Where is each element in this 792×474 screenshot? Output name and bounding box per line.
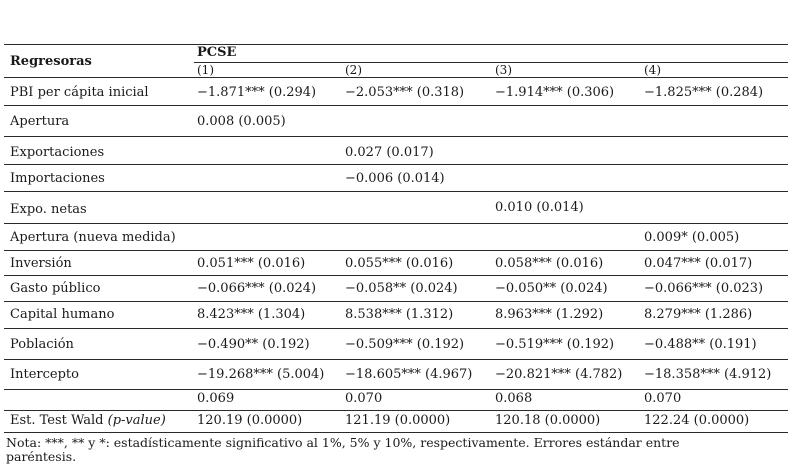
row-value: −19.268*** (5.004): [197, 367, 325, 382]
table-row: [4, 106, 788, 137]
row-value: −0.509*** (0.192): [345, 337, 465, 352]
row-value: 120.19 (0.0000): [197, 413, 303, 428]
table-row: [4, 137, 788, 165]
row-label: PBI per cápita inicial: [10, 85, 149, 100]
table-row: [4, 411, 788, 433]
row-value: 120.18 (0.0000): [495, 413, 601, 428]
method-header: PCSE: [197, 45, 237, 60]
table-row: [4, 360, 788, 390]
row-value: 8.963*** (1.292): [495, 307, 604, 322]
row-value: −0.066*** (0.024): [197, 281, 317, 296]
row-value: 0.027 (0.017): [345, 145, 434, 160]
row-value: 0.009* (0.005): [644, 230, 740, 245]
row-value: −0.488** (0.191): [644, 337, 757, 352]
table-row: [4, 276, 788, 302]
row-value: −0.490** (0.192): [197, 337, 310, 352]
row-value: −1.914*** (0.306): [495, 85, 615, 100]
table-row: [4, 224, 788, 251]
row-value: −18.605*** (4.967): [345, 367, 473, 382]
wald-label-italic: (p-value): [107, 413, 166, 428]
column-header-1: (1): [197, 63, 214, 77]
table-note: [6, 436, 776, 464]
column-header-4: (4): [644, 63, 661, 77]
row-value: 0.047*** (0.017): [644, 256, 753, 271]
row-value: 0.051*** (0.016): [197, 256, 306, 271]
table-row: [4, 329, 788, 360]
row-value: −0.066*** (0.023): [644, 281, 764, 296]
method-underline: [194, 62, 788, 63]
row-label: Inversión: [10, 256, 72, 271]
table-row: [4, 165, 788, 192]
row-value: −0.006 (0.014): [345, 171, 445, 186]
wald-row-label: [10, 413, 166, 429]
row-value: 0.070: [345, 391, 383, 406]
row-value: 8.538*** (1.312): [345, 307, 454, 322]
row-value: −18.358*** (4.912): [644, 367, 772, 382]
row-value: 8.423*** (1.304): [197, 307, 306, 322]
row-value: 0.070: [644, 391, 682, 406]
row-value: 0.069: [197, 391, 235, 406]
row-value: 0.058*** (0.016): [495, 256, 604, 271]
row-label: Expo. netas: [10, 202, 87, 217]
table-row: [4, 251, 788, 276]
row-value: −1.871*** (0.294): [197, 85, 317, 100]
row-value: 0.010 (0.014): [495, 200, 584, 215]
row-label: Apertura: [10, 114, 70, 129]
row-label: Apertura (nueva medida): [10, 230, 176, 245]
table-row: [4, 192, 788, 224]
table-row: [4, 302, 788, 329]
row-value: −1.825*** (0.284): [644, 85, 764, 100]
wald-label-main: Est. Test Wald: [10, 413, 108, 428]
row-label: Importaciones: [10, 171, 105, 186]
row-value: −0.519*** (0.192): [495, 337, 615, 352]
regressors-header: Regresoras: [10, 54, 92, 69]
row-value: 8.279*** (1.286): [644, 307, 753, 322]
table-row: [4, 390, 788, 411]
note-line-1: Nota: ***, ** y *: estadísticamente significativo al 1%, 5% y 10%, respectivamente. Errores estándar entre: [6, 435, 680, 450]
row-value: 122.24 (0.0000): [644, 413, 750, 428]
row-label: Exportaciones: [10, 145, 105, 160]
column-header-2: (2): [345, 63, 362, 77]
row-value: −0.058** (0.024): [345, 281, 458, 296]
row-value: 0.068: [495, 391, 533, 406]
row-label: Gasto público: [10, 281, 101, 296]
row-value: −20.821*** (4.782): [495, 367, 623, 382]
row-value: 0.055*** (0.016): [345, 256, 454, 271]
table-header: [4, 44, 788, 78]
row-value: −0.050** (0.024): [495, 281, 608, 296]
row-label: Población: [10, 337, 74, 352]
table-row: [4, 78, 788, 106]
column-header-3: (3): [495, 63, 512, 77]
regression-table: [4, 44, 788, 433]
row-label: Intercepto: [10, 367, 79, 382]
row-value: 121.19 (0.0000): [345, 413, 451, 428]
row-value: 0.008 (0.005): [197, 114, 286, 129]
note-line-2: paréntesis.: [6, 449, 77, 464]
row-label: Capital humano: [10, 307, 115, 322]
row-value: −2.053*** (0.318): [345, 85, 465, 100]
